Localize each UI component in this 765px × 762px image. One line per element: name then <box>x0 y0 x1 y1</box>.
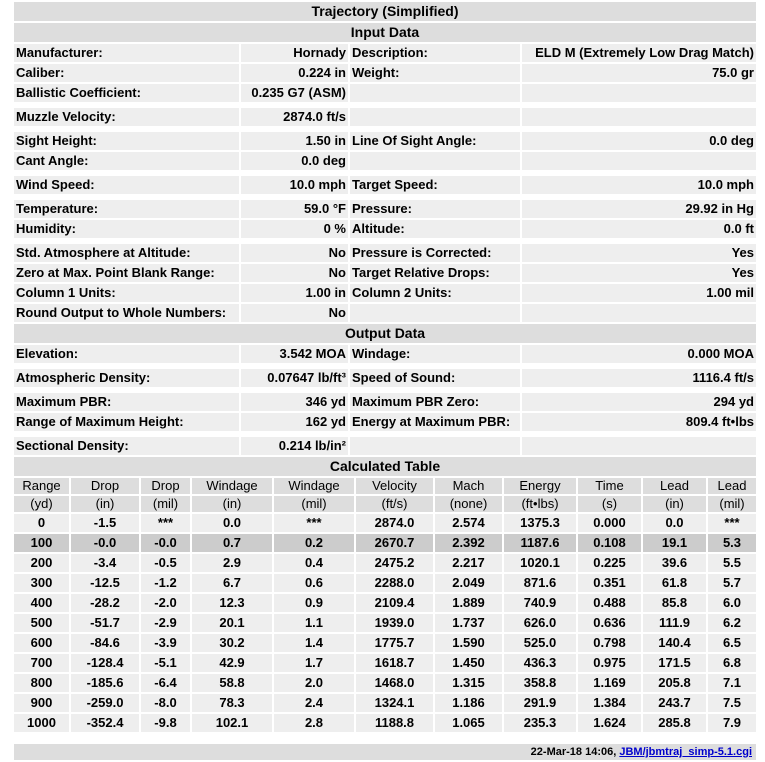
column-unit: (mil) <box>141 496 190 512</box>
table-cell: 500 <box>14 614 69 632</box>
column-name-row <box>14 478 756 494</box>
calculated-table-header: Calculated Table <box>14 457 756 476</box>
field-value: No <box>241 264 348 282</box>
table-cell: 5.5 <box>708 554 756 572</box>
field-label: Pressure: <box>350 200 520 218</box>
table-cell: 1.1 <box>274 614 354 632</box>
column-unit: (yd) <box>14 496 69 512</box>
table-cell: 0.108 <box>578 534 641 552</box>
field-label: Cant Angle: <box>14 152 239 170</box>
field-value: 75.0 gr <box>522 64 756 82</box>
table-row <box>14 674 756 692</box>
table-cell: 61.8 <box>643 574 706 592</box>
column-header: Velocity <box>356 478 433 494</box>
spacer-cell <box>14 104 756 106</box>
field-label: Description: <box>350 44 520 62</box>
output-data-header-row <box>14 324 756 343</box>
table-cell: -3.4 <box>71 554 139 572</box>
table-cell: 0.0 <box>643 514 706 532</box>
table-cell: 1775.7 <box>356 634 433 652</box>
output-data-row <box>14 413 756 431</box>
field-value: 29.92 in Hg <box>522 200 756 218</box>
input-data-row <box>14 176 756 194</box>
column-unit: (s) <box>578 496 641 512</box>
row-spacer <box>14 196 756 198</box>
table-cell: 140.4 <box>643 634 706 652</box>
input-data-row <box>14 220 756 238</box>
table-cell: 0.975 <box>578 654 641 672</box>
table-cell: 0.636 <box>578 614 641 632</box>
field-value: 0.0 deg <box>522 132 756 150</box>
table-cell: -3.9 <box>141 634 190 652</box>
field-value: ELD M (Extremely Low Drag Match) <box>522 44 756 62</box>
input-data-row <box>14 64 756 82</box>
table-cell: 358.8 <box>504 674 576 692</box>
field-label: Temperature: <box>14 200 239 218</box>
output-data-header: Output Data <box>14 324 756 343</box>
output-data-row <box>14 437 756 455</box>
input-data-row <box>14 44 756 62</box>
table-row <box>14 694 756 712</box>
table-cell: 2475.2 <box>356 554 433 572</box>
table-cell: 30.2 <box>192 634 272 652</box>
row-spacer <box>14 433 756 435</box>
table-cell: 2.574 <box>435 514 502 532</box>
table-cell: 1000 <box>14 714 69 732</box>
footer <box>12 742 758 762</box>
table-cell: 2670.7 <box>356 534 433 552</box>
field-label: Wind Speed: <box>14 176 239 194</box>
table-cell: 0.0 <box>192 514 272 532</box>
column-header: Energy <box>504 478 576 494</box>
footer-timestamp: 22-Mar-18 14:06, <box>530 746 617 758</box>
field-value: 0.0 deg <box>241 152 348 170</box>
table-cell: 291.9 <box>504 694 576 712</box>
table-cell: 2.9 <box>192 554 272 572</box>
table-row <box>14 534 756 552</box>
field-value: 294 yd <box>522 393 756 411</box>
column-header: Drop <box>71 478 139 494</box>
row-spacer <box>14 128 756 130</box>
field-label: Altitude: <box>350 220 520 238</box>
table-cell: 1.737 <box>435 614 502 632</box>
table-cell: 1020.1 <box>504 554 576 572</box>
field-value: No <box>241 244 348 262</box>
table-cell: *** <box>141 514 190 532</box>
table-cell: 0 <box>14 514 69 532</box>
field-label: Column 1 Units: <box>14 284 239 302</box>
field-label <box>350 304 520 322</box>
field-label <box>350 108 520 126</box>
table-cell: 2.0 <box>274 674 354 692</box>
table-cell: 6.8 <box>708 654 756 672</box>
output-data-row <box>14 369 756 387</box>
field-value: Hornady <box>241 44 348 62</box>
field-label: Maximum PBR: <box>14 393 239 411</box>
input-data-row <box>14 132 756 150</box>
column-unit: (ft•lbs) <box>504 496 576 512</box>
jbm-cgi-link[interactable]: JBM/jbmtraj_simp-5.1.cgi <box>619 746 752 758</box>
column-unit: (in) <box>643 496 706 512</box>
field-label: Range of Maximum Height: <box>14 413 239 431</box>
input-data-row <box>14 244 756 262</box>
input-data-row <box>14 304 756 322</box>
table-cell: 1.889 <box>435 594 502 612</box>
column-unit: (in) <box>71 496 139 512</box>
table-cell: 0.225 <box>578 554 641 572</box>
table-cell: -2.9 <box>141 614 190 632</box>
table-cell: 0.351 <box>578 574 641 592</box>
row-spacer <box>14 365 756 367</box>
table-cell: 600 <box>14 634 69 652</box>
field-value: 10.0 mph <box>241 176 348 194</box>
table-cell: 0.2 <box>274 534 354 552</box>
output-data-row <box>14 393 756 411</box>
table-cell: 0.798 <box>578 634 641 652</box>
output-data-row <box>14 345 756 363</box>
table-cell: 1618.7 <box>356 654 433 672</box>
table-row <box>14 714 756 732</box>
table-cell: 100 <box>14 534 69 552</box>
field-value: 1116.4 ft/s <box>522 369 756 387</box>
table-cell: 243.7 <box>643 694 706 712</box>
field-label: Ballistic Coefficient: <box>14 84 239 102</box>
table-cell: 1.450 <box>435 654 502 672</box>
table-row <box>14 574 756 592</box>
table-row <box>14 654 756 672</box>
input-data-row <box>14 284 756 302</box>
table-cell: 436.3 <box>504 654 576 672</box>
table-cell: -2.0 <box>141 594 190 612</box>
table-cell: 1.624 <box>578 714 641 732</box>
input-data-row <box>14 108 756 126</box>
table-cell: 19.1 <box>643 534 706 552</box>
field-value: 809.4 ft•lbs <box>522 413 756 431</box>
field-value: 346 yd <box>241 393 348 411</box>
field-value: 0.235 G7 (ASM) <box>241 84 348 102</box>
table-cell: 200 <box>14 554 69 572</box>
table-row <box>14 594 756 612</box>
field-label: Caliber: <box>14 64 239 82</box>
column-header: Lead <box>708 478 756 494</box>
field-label: Zero at Max. Point Blank Range: <box>14 264 239 282</box>
table-cell: 1.4 <box>274 634 354 652</box>
table-cell: 626.0 <box>504 614 576 632</box>
column-header: Lead <box>643 478 706 494</box>
table-cell: 0.4 <box>274 554 354 572</box>
column-header: Windage <box>274 478 354 494</box>
table-cell: -6.4 <box>141 674 190 692</box>
field-label: Manufacturer: <box>14 44 239 62</box>
column-unit: (ft/s) <box>356 496 433 512</box>
spacer-cell <box>14 240 756 242</box>
column-unit-row <box>14 496 756 512</box>
input-data-header: Input Data <box>14 23 756 42</box>
field-value: 0.07647 lb/ft³ <box>241 369 348 387</box>
table-cell: 6.7 <box>192 574 272 592</box>
info-table <box>12 0 758 457</box>
table-cell: 1.384 <box>578 694 641 712</box>
table-cell: 5.3 <box>708 534 756 552</box>
field-value: 3.542 MOA <box>241 345 348 363</box>
table-cell: -128.4 <box>71 654 139 672</box>
table-cell: -259.0 <box>71 694 139 712</box>
field-value: Yes <box>522 264 756 282</box>
table-cell: 1324.1 <box>356 694 433 712</box>
spacer-cell <box>14 433 756 435</box>
table-cell: -9.8 <box>141 714 190 732</box>
table-cell: 58.8 <box>192 674 272 692</box>
table-cell: 300 <box>14 574 69 592</box>
table-cell: 2109.4 <box>356 594 433 612</box>
field-label: Weight: <box>350 64 520 82</box>
table-cell: 102.1 <box>192 714 272 732</box>
field-label <box>350 84 520 102</box>
table-cell: 205.8 <box>643 674 706 692</box>
table-cell: 1375.3 <box>504 514 576 532</box>
table-cell: 2.392 <box>435 534 502 552</box>
input-data-row <box>14 264 756 282</box>
field-value <box>522 437 756 455</box>
field-label: Energy at Maximum PBR: <box>350 413 520 431</box>
table-cell: *** <box>708 514 756 532</box>
table-cell: 0.9 <box>274 594 354 612</box>
spacer-cell <box>14 389 756 391</box>
field-value: 1.00 in <box>241 284 348 302</box>
table-cell: 1.169 <box>578 674 641 692</box>
table-cell: -28.2 <box>71 594 139 612</box>
table-cell: 1468.0 <box>356 674 433 692</box>
field-value: 2874.0 ft/s <box>241 108 348 126</box>
table-cell: 2874.0 <box>356 514 433 532</box>
table-cell: 5.7 <box>708 574 756 592</box>
field-value: 0.0 ft <box>522 220 756 238</box>
table-cell: 78.3 <box>192 694 272 712</box>
table-cell: 0.6 <box>274 574 354 592</box>
table-cell: *** <box>274 514 354 532</box>
spacer-cell <box>14 172 756 174</box>
table-cell: -51.7 <box>71 614 139 632</box>
field-label: Pressure is Corrected: <box>350 244 520 262</box>
table-cell: 2.217 <box>435 554 502 572</box>
field-value: No <box>241 304 348 322</box>
spacer-cell <box>14 196 756 198</box>
table-cell: -1.5 <box>71 514 139 532</box>
table-cell: 0.7 <box>192 534 272 552</box>
table-cell: -8.0 <box>141 694 190 712</box>
input-data-row <box>14 152 756 170</box>
table-cell: -352.4 <box>71 714 139 732</box>
table-cell: 900 <box>14 694 69 712</box>
table-cell: 235.3 <box>504 714 576 732</box>
field-value: 10.0 mph <box>522 176 756 194</box>
table-cell: 1.315 <box>435 674 502 692</box>
table-cell: 1939.0 <box>356 614 433 632</box>
field-value: 59.0 °F <box>241 200 348 218</box>
table-cell: 2288.0 <box>356 574 433 592</box>
table-row <box>14 514 756 532</box>
table-cell: -185.6 <box>71 674 139 692</box>
field-label: Sectional Density: <box>14 437 239 455</box>
table-cell: 525.0 <box>504 634 576 652</box>
field-value <box>522 152 756 170</box>
field-label: Round Output to Whole Numbers: <box>14 304 239 322</box>
calculated-table <box>12 455 758 734</box>
row-spacer <box>14 389 756 391</box>
field-label: Atmospheric Density: <box>14 369 239 387</box>
table-cell: 2.049 <box>435 574 502 592</box>
table-cell: 171.5 <box>643 654 706 672</box>
table-cell: 85.8 <box>643 594 706 612</box>
field-label: Maximum PBR Zero: <box>350 393 520 411</box>
spacer-cell <box>14 128 756 130</box>
table-cell: 12.3 <box>192 594 272 612</box>
table-cell: -5.1 <box>141 654 190 672</box>
field-value <box>522 108 756 126</box>
table-cell: 111.9 <box>643 614 706 632</box>
footer-cell <box>14 744 756 760</box>
table-cell: 740.9 <box>504 594 576 612</box>
column-header: Drop <box>141 478 190 494</box>
table-cell: 6.2 <box>708 614 756 632</box>
field-label: Sight Height: <box>14 132 239 150</box>
field-value: Yes <box>522 244 756 262</box>
field-label: Line Of Sight Angle: <box>350 132 520 150</box>
column-header: Mach <box>435 478 502 494</box>
table-cell: -0.5 <box>141 554 190 572</box>
field-value <box>522 84 756 102</box>
field-label <box>350 437 520 455</box>
field-label: Muzzle Velocity: <box>14 108 239 126</box>
row-spacer <box>14 172 756 174</box>
row-spacer <box>14 240 756 242</box>
column-header: Windage <box>192 478 272 494</box>
table-cell: -84.6 <box>71 634 139 652</box>
field-label: Humidity: <box>14 220 239 238</box>
row-spacer <box>14 104 756 106</box>
table-cell: 1.065 <box>435 714 502 732</box>
table-cell: 20.1 <box>192 614 272 632</box>
table-cell: 2.8 <box>274 714 354 732</box>
field-label: Target Speed: <box>350 176 520 194</box>
table-cell: 0.000 <box>578 514 641 532</box>
table-cell: 1188.8 <box>356 714 433 732</box>
field-label: Std. Atmosphere at Altitude: <box>14 244 239 262</box>
table-cell: 7.5 <box>708 694 756 712</box>
field-label: Speed of Sound: <box>350 369 520 387</box>
field-value: 0.224 in <box>241 64 348 82</box>
table-row <box>14 554 756 572</box>
field-label <box>350 152 520 170</box>
table-cell: 7.9 <box>708 714 756 732</box>
table-cell: 285.8 <box>643 714 706 732</box>
field-value <box>522 304 756 322</box>
table-cell: 1187.6 <box>504 534 576 552</box>
field-label: Column 2 Units: <box>350 284 520 302</box>
table-cell: 39.6 <box>643 554 706 572</box>
table-cell: 700 <box>14 654 69 672</box>
table-cell: -0.0 <box>141 534 190 552</box>
column-header: Range <box>14 478 69 494</box>
table-cell: 6.0 <box>708 594 756 612</box>
column-unit: (mil) <box>274 496 354 512</box>
table-row <box>14 634 756 652</box>
table-cell: 2.4 <box>274 694 354 712</box>
table-cell: 0.488 <box>578 594 641 612</box>
page-title: Trajectory (Simplified) <box>14 2 756 21</box>
field-label: Windage: <box>350 345 520 363</box>
column-header: Time <box>578 478 641 494</box>
table-cell: 871.6 <box>504 574 576 592</box>
field-value: 0 % <box>241 220 348 238</box>
table-cell: 800 <box>14 674 69 692</box>
field-value: 0.214 lb/in² <box>241 437 348 455</box>
table-cell: 7.1 <box>708 674 756 692</box>
field-value: 1.00 mil <box>522 284 756 302</box>
column-unit: (in) <box>192 496 272 512</box>
field-value: 1.50 in <box>241 132 348 150</box>
field-label: Target Relative Drops: <box>350 264 520 282</box>
table-cell: 1.7 <box>274 654 354 672</box>
field-label: Elevation: <box>14 345 239 363</box>
table-cell: -12.5 <box>71 574 139 592</box>
table-cell: -1.2 <box>141 574 190 592</box>
table-cell: 42.9 <box>192 654 272 672</box>
table-cell: 1.590 <box>435 634 502 652</box>
spacer-cell <box>14 365 756 367</box>
table-cell: 6.5 <box>708 634 756 652</box>
table-cell: -0.0 <box>71 534 139 552</box>
input-data-row <box>14 84 756 102</box>
column-unit: (none) <box>435 496 502 512</box>
table-cell: 400 <box>14 594 69 612</box>
input-data-row <box>14 200 756 218</box>
field-value: 0.000 MOA <box>522 345 756 363</box>
table-row <box>14 614 756 632</box>
trajectory-report <box>12 0 758 762</box>
table-cell: 1.186 <box>435 694 502 712</box>
column-unit: (mil) <box>708 496 756 512</box>
field-value: 162 yd <box>241 413 348 431</box>
